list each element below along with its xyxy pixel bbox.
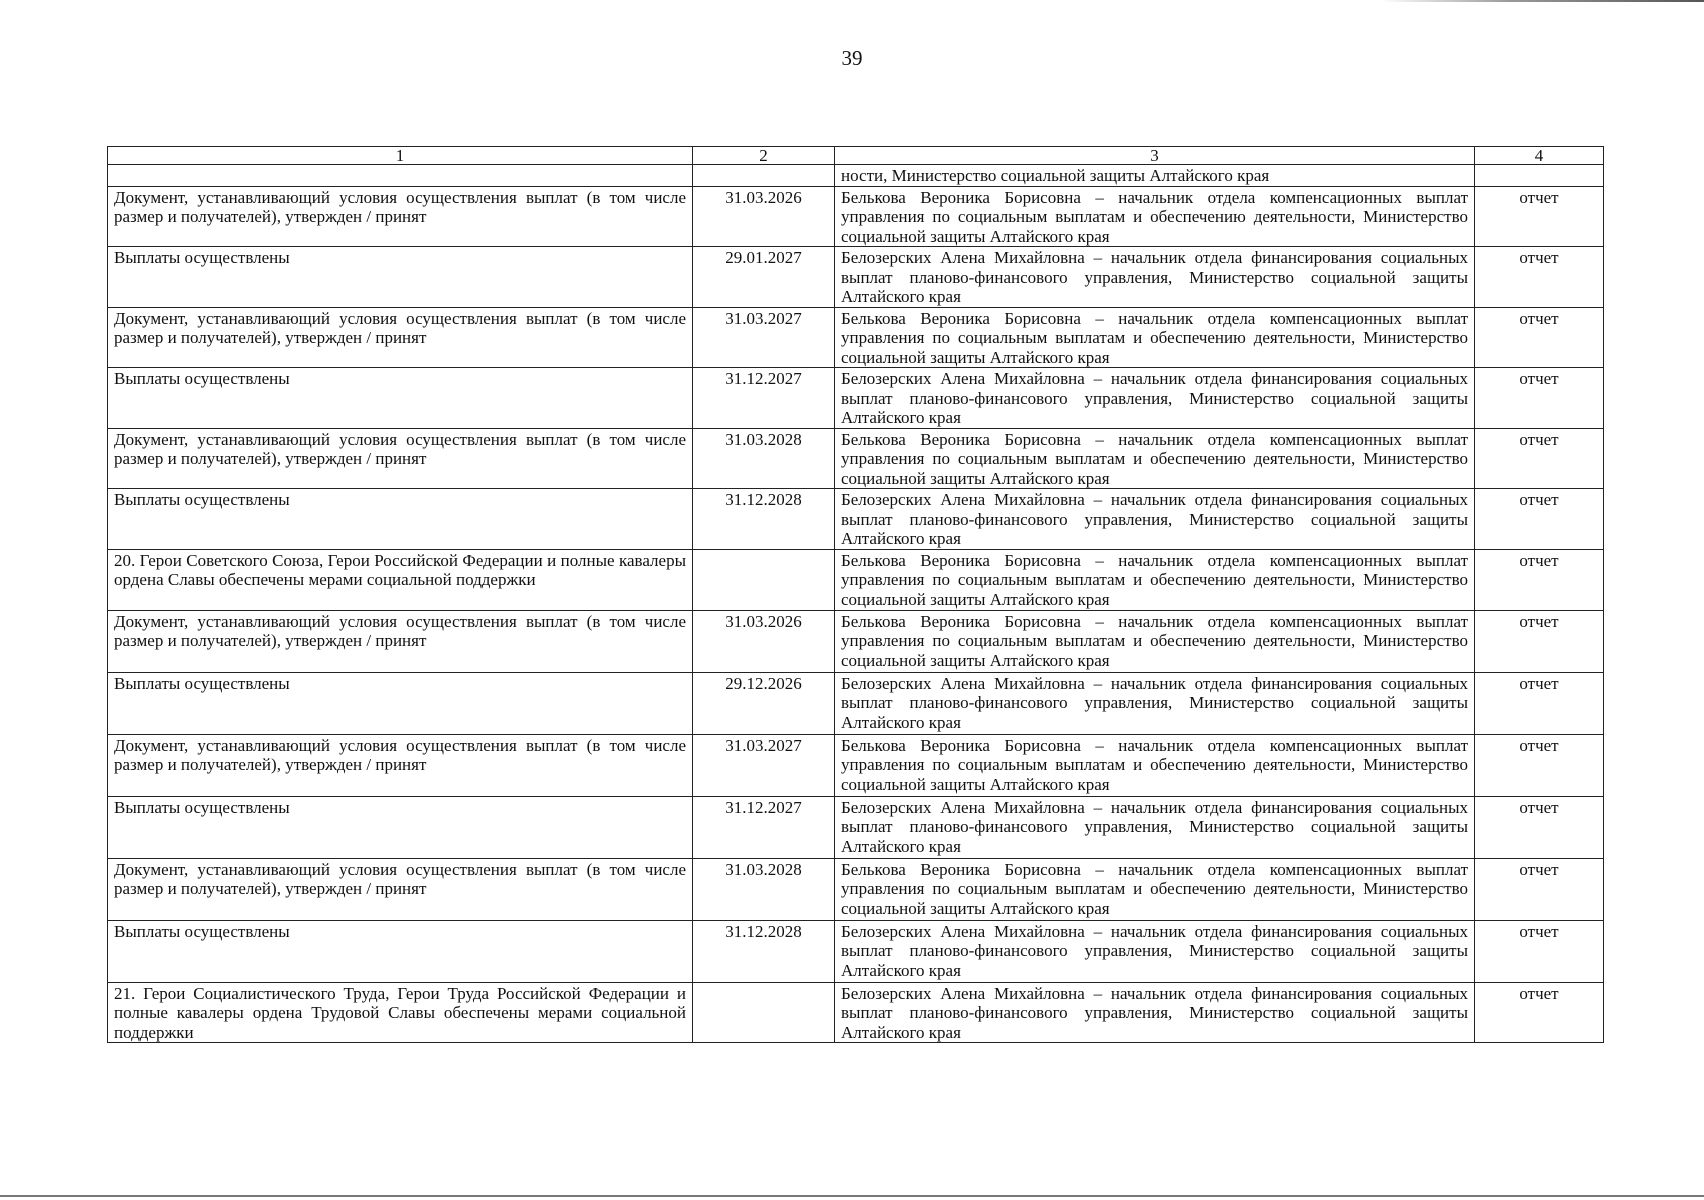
scan-edge-top-right bbox=[1380, 0, 1704, 2]
responsible-cell: Белькова Вероника Борисовна – начальник отдела компенсационных выплат управления по социальным выплатам и обеспечению деятельности, Министерство социальной защиты Алтайского края bbox=[835, 186, 1475, 247]
date-cell: 31.03.2026 bbox=[693, 610, 835, 672]
responsible-cell: Белозерских Алена Михайловна – начальник отдела финансирования социальных выплат планово-финансового управления, Министерство социальной защиты Алтайского края bbox=[835, 920, 1475, 982]
table-row bbox=[108, 734, 1604, 796]
measure-cell: Выплаты осуществлены bbox=[108, 489, 693, 550]
measure-cell: Документ, устанавливающий условия осуществления выплат (в том числе размер и получателей), утвержден / принят bbox=[108, 186, 693, 247]
table-row bbox=[108, 796, 1604, 858]
document-type-cell: отчет bbox=[1475, 920, 1604, 982]
date-cell: 31.12.2027 bbox=[693, 368, 835, 429]
responsible-cell: Белькова Вероника Борисовна – начальник отдела компенсационных выплат управления по социальным выплатам и обеспечению деятельности, Министерство социальной защиты Алтайского края bbox=[835, 428, 1475, 489]
page-number: 39 bbox=[841, 46, 863, 70]
table-row bbox=[108, 186, 1604, 247]
measure-cell: 21. Герои Социалистического Труда, Герои Труда Российской Федерации и полные кавалеры ордена Трудовой Славы обеспечены мерами социальной поддержки bbox=[108, 982, 693, 1043]
table-row bbox=[108, 307, 1604, 368]
responsible-cell: Белькова Вероника Борисовна – начальник отдела компенсационных выплат управления по социальным выплатам и обеспечению деятельности, Министерство социальной защиты Алтайского края bbox=[835, 734, 1475, 796]
continuation-cell-2 bbox=[693, 165, 835, 187]
measure-cell: 20. Герои Советского Союза, Герои Российской Федерации и полные кавалеры ордена Славы обеспечены мерами социальной поддержки bbox=[108, 549, 693, 610]
measure-cell: Документ, устанавливающий условия осуществления выплат (в том числе размер и получателей), утвержден / принят bbox=[108, 307, 693, 368]
measure-cell: Выплаты осуществлены bbox=[108, 368, 693, 429]
document-type-cell: отчет bbox=[1475, 982, 1604, 1043]
scan-edge-bottom bbox=[0, 1195, 1704, 1197]
responsible-cell: Белькова Вероника Борисовна – начальник отдела компенсационных выплат управления по социальным выплатам и обеспечению деятельности, Министерство социальной защиты Алтайского края bbox=[835, 549, 1475, 610]
measure-cell: Выплаты осуществлены bbox=[108, 796, 693, 858]
date-cell: 31.03.2027 bbox=[693, 307, 835, 368]
responsible-cell: Белозерских Алена Михайловна – начальник отдела финансирования социальных выплат планово-финансового управления, Министерство социальной защиты Алтайского края bbox=[835, 247, 1475, 308]
table-row bbox=[108, 982, 1604, 1043]
continuation-cell-1 bbox=[108, 165, 693, 187]
date-cell: 31.12.2028 bbox=[693, 920, 835, 982]
measure-cell: Документ, устанавливающий условия осуществления выплат (в том числе размер и получателей), утвержден / принят bbox=[108, 858, 693, 920]
column-number-4: 4 bbox=[1475, 147, 1604, 165]
date-cell: 31.03.2028 bbox=[693, 428, 835, 489]
continuation-cell-4 bbox=[1475, 165, 1604, 187]
document-type-cell: отчет bbox=[1475, 549, 1604, 610]
date-cell: 31.03.2027 bbox=[693, 734, 835, 796]
document-type-cell: отчет bbox=[1475, 858, 1604, 920]
responsible-cell: Белькова Вероника Борисовна – начальник отдела компенсационных выплат управления по социальным выплатам и обеспечению деятельности, Министерство социальной защиты Алтайского края bbox=[835, 858, 1475, 920]
document-type-cell: отчет bbox=[1475, 368, 1604, 429]
table-row bbox=[108, 858, 1604, 920]
table-row bbox=[108, 549, 1604, 610]
measure-cell: Документ, устанавливающий условия осуществления выплат (в том числе размер и получателей), утвержден / принят bbox=[108, 428, 693, 489]
table-row bbox=[108, 489, 1604, 550]
responsible-cell: Белозерских Алена Михайловна – начальник отдела финансирования социальных выплат планово-финансового управления, Министерство социальной защиты Алтайского края bbox=[835, 796, 1475, 858]
document-type-cell: отчет bbox=[1475, 428, 1604, 489]
date-cell: 31.03.2028 bbox=[693, 858, 835, 920]
document-type-cell: отчет bbox=[1475, 489, 1604, 550]
table-row bbox=[108, 247, 1604, 308]
document-type-cell: отчет bbox=[1475, 247, 1604, 308]
date-cell bbox=[693, 549, 835, 610]
responsible-cell: Белозерских Алена Михайловна – начальник отдела финансирования социальных выплат планово-финансового управления, Министерство социальной защиты Алтайского края bbox=[835, 982, 1475, 1043]
responsible-cell: Белозерских Алена Михайловна – начальник отдела финансирования социальных выплат планово-финансового управления, Министерство социальной защиты Алтайского края bbox=[835, 489, 1475, 550]
report-table bbox=[107, 146, 1604, 1043]
responsible-cell: Белозерских Алена Михайловна – начальник отдела финансирования социальных выплат планово-финансового управления, Министерство социальной защиты Алтайского края bbox=[835, 672, 1475, 734]
responsible-cell: Белозерских Алена Михайловна – начальник отдела финансирования социальных выплат планово-финансового управления, Министерство социальной защиты Алтайского края bbox=[835, 368, 1475, 429]
date-cell: 29.12.2026 bbox=[693, 672, 835, 734]
date-cell: 29.01.2027 bbox=[693, 247, 835, 308]
measure-cell: Выплаты осуществлены bbox=[108, 247, 693, 308]
measure-cell: Выплаты осуществлены bbox=[108, 672, 693, 734]
document-type-cell: отчет bbox=[1475, 796, 1604, 858]
date-cell: 31.12.2028 bbox=[693, 489, 835, 550]
document-type-cell: отчет bbox=[1475, 610, 1604, 672]
document-type-cell: отчет bbox=[1475, 672, 1604, 734]
continuation-cell-3: ности, Министерство социальной защиты Алтайского края bbox=[835, 165, 1475, 187]
table-row bbox=[108, 920, 1604, 982]
date-cell bbox=[693, 982, 835, 1043]
column-number-1: 1 bbox=[108, 147, 693, 165]
document-type-cell: отчет bbox=[1475, 186, 1604, 247]
responsible-cell: Белькова Вероника Борисовна – начальник отдела компенсационных выплат управления по социальным выплатам и обеспечению деятельности, Министерство социальной защиты Алтайского края bbox=[835, 307, 1475, 368]
measure-cell: Документ, устанавливающий условия осуществления выплат (в том числе размер и получателей), утвержден / принят bbox=[108, 610, 693, 672]
document-type-cell: отчет bbox=[1475, 734, 1604, 796]
date-cell: 31.12.2027 bbox=[693, 796, 835, 858]
responsible-cell: Белькова Вероника Борисовна – начальник отдела компенсационных выплат управления по социальным выплатам и обеспечению деятельности, Министерство социальной защиты Алтайского края bbox=[835, 610, 1475, 672]
report-table-body bbox=[108, 147, 1604, 1043]
document-type-cell: отчет bbox=[1475, 307, 1604, 368]
date-cell: 31.03.2026 bbox=[693, 186, 835, 247]
measure-cell: Выплаты осуществлены bbox=[108, 920, 693, 982]
column-number-2: 2 bbox=[693, 147, 835, 165]
table-row bbox=[108, 610, 1604, 672]
measure-cell: Документ, устанавливающий условия осуществления выплат (в том числе размер и получателей), утвержден / принят bbox=[108, 734, 693, 796]
column-number-row bbox=[108, 147, 1604, 165]
table-row bbox=[108, 428, 1604, 489]
table-row bbox=[108, 672, 1604, 734]
continuation-row bbox=[108, 165, 1604, 187]
column-number-3: 3 bbox=[835, 147, 1475, 165]
table-row bbox=[108, 368, 1604, 429]
